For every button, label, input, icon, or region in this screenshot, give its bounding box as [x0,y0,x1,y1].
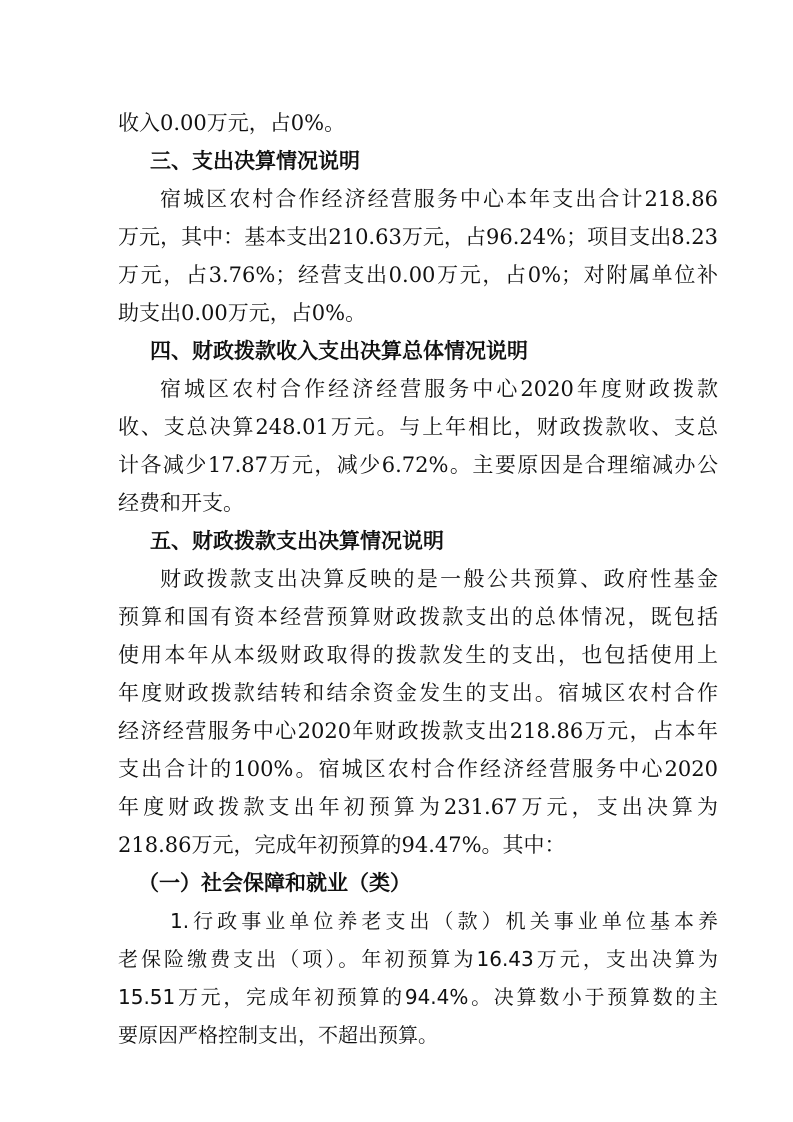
paragraph-line: 1.行政事业单位养老支出（款）机关事业单位基本养 [170,909,718,933]
paragraph-line: 经费和开支。 [118,491,244,515]
paragraph-line: 宿城区农村合作经济经营服务中心本年支出合计218.86 [160,187,718,211]
paragraph-line: 财政拨款支出决算反映的是一般公共预算、政府性基金 [160,567,718,591]
paragraph-line: 收、支总决算248.01万元。与上年相比，财政拨款收、支总 [118,415,718,439]
paragraph-line: 万元，占3.76%；经营支出0.00万元，占0%；对附属单位补 [118,263,718,287]
paragraph-line: 支出合计的100%。宿城区农村合作经济经营服务中心2020 [118,757,718,781]
paragraph-line: 助支出0.00万元，占0%。 [118,301,367,325]
paragraph-line: 年度财政拨款结转和结余资金发生的支出。宿城区农村合作 [118,681,718,705]
section-heading-5: 五、财政拨款支出决算情况说明 [150,529,444,553]
paragraph-line: 218.86万元，完成年初预算的94.47%。其中： [118,833,566,857]
section-heading-4: 四、财政拨款收入支出决算总体情况说明 [150,339,528,363]
paragraph-line: 15.51万元，完成年初预算的94.4%。决算数小于预算数的主 [118,985,718,1009]
subsection-heading: （一）社会保障和就业（类） [138,871,411,895]
paragraph-line: 收入0.00万元，占0%。 [118,111,346,135]
paragraph-line: 经济经营服务中心2020年财政拨款支出218.86万元，占本年 [118,719,718,743]
paragraph-line: 预算和国有资本经营预算财政拨款支出的总体情况，既包括 [118,605,718,629]
paragraph-line: 计各减少17.87万元，减少6.72%。主要原因是合理缩减办公 [118,453,718,477]
paragraph-line: 使用本年从本级财政取得的拨款发生的支出，也包括使用上 [118,643,718,667]
paragraph-line: 万元，其中：基本支出210.63万元，占96.24%；项目支出8.23 [118,225,718,249]
section-heading-3: 三、支出决算情况说明 [150,149,360,173]
paragraph-line: 宿城区农村合作经济经营服务中心2020年度财政拨款 [160,377,718,401]
paragraph-line: 年度财政拨款支出年初预算为231.67万元，支出决算为 [118,795,718,819]
paragraph-line: 老保险缴费支出（项）。年初预算为16.43万元，支出决算为 [118,947,718,971]
paragraph-line: 要原因严格控制支出，不超出预算。 [118,1023,438,1047]
